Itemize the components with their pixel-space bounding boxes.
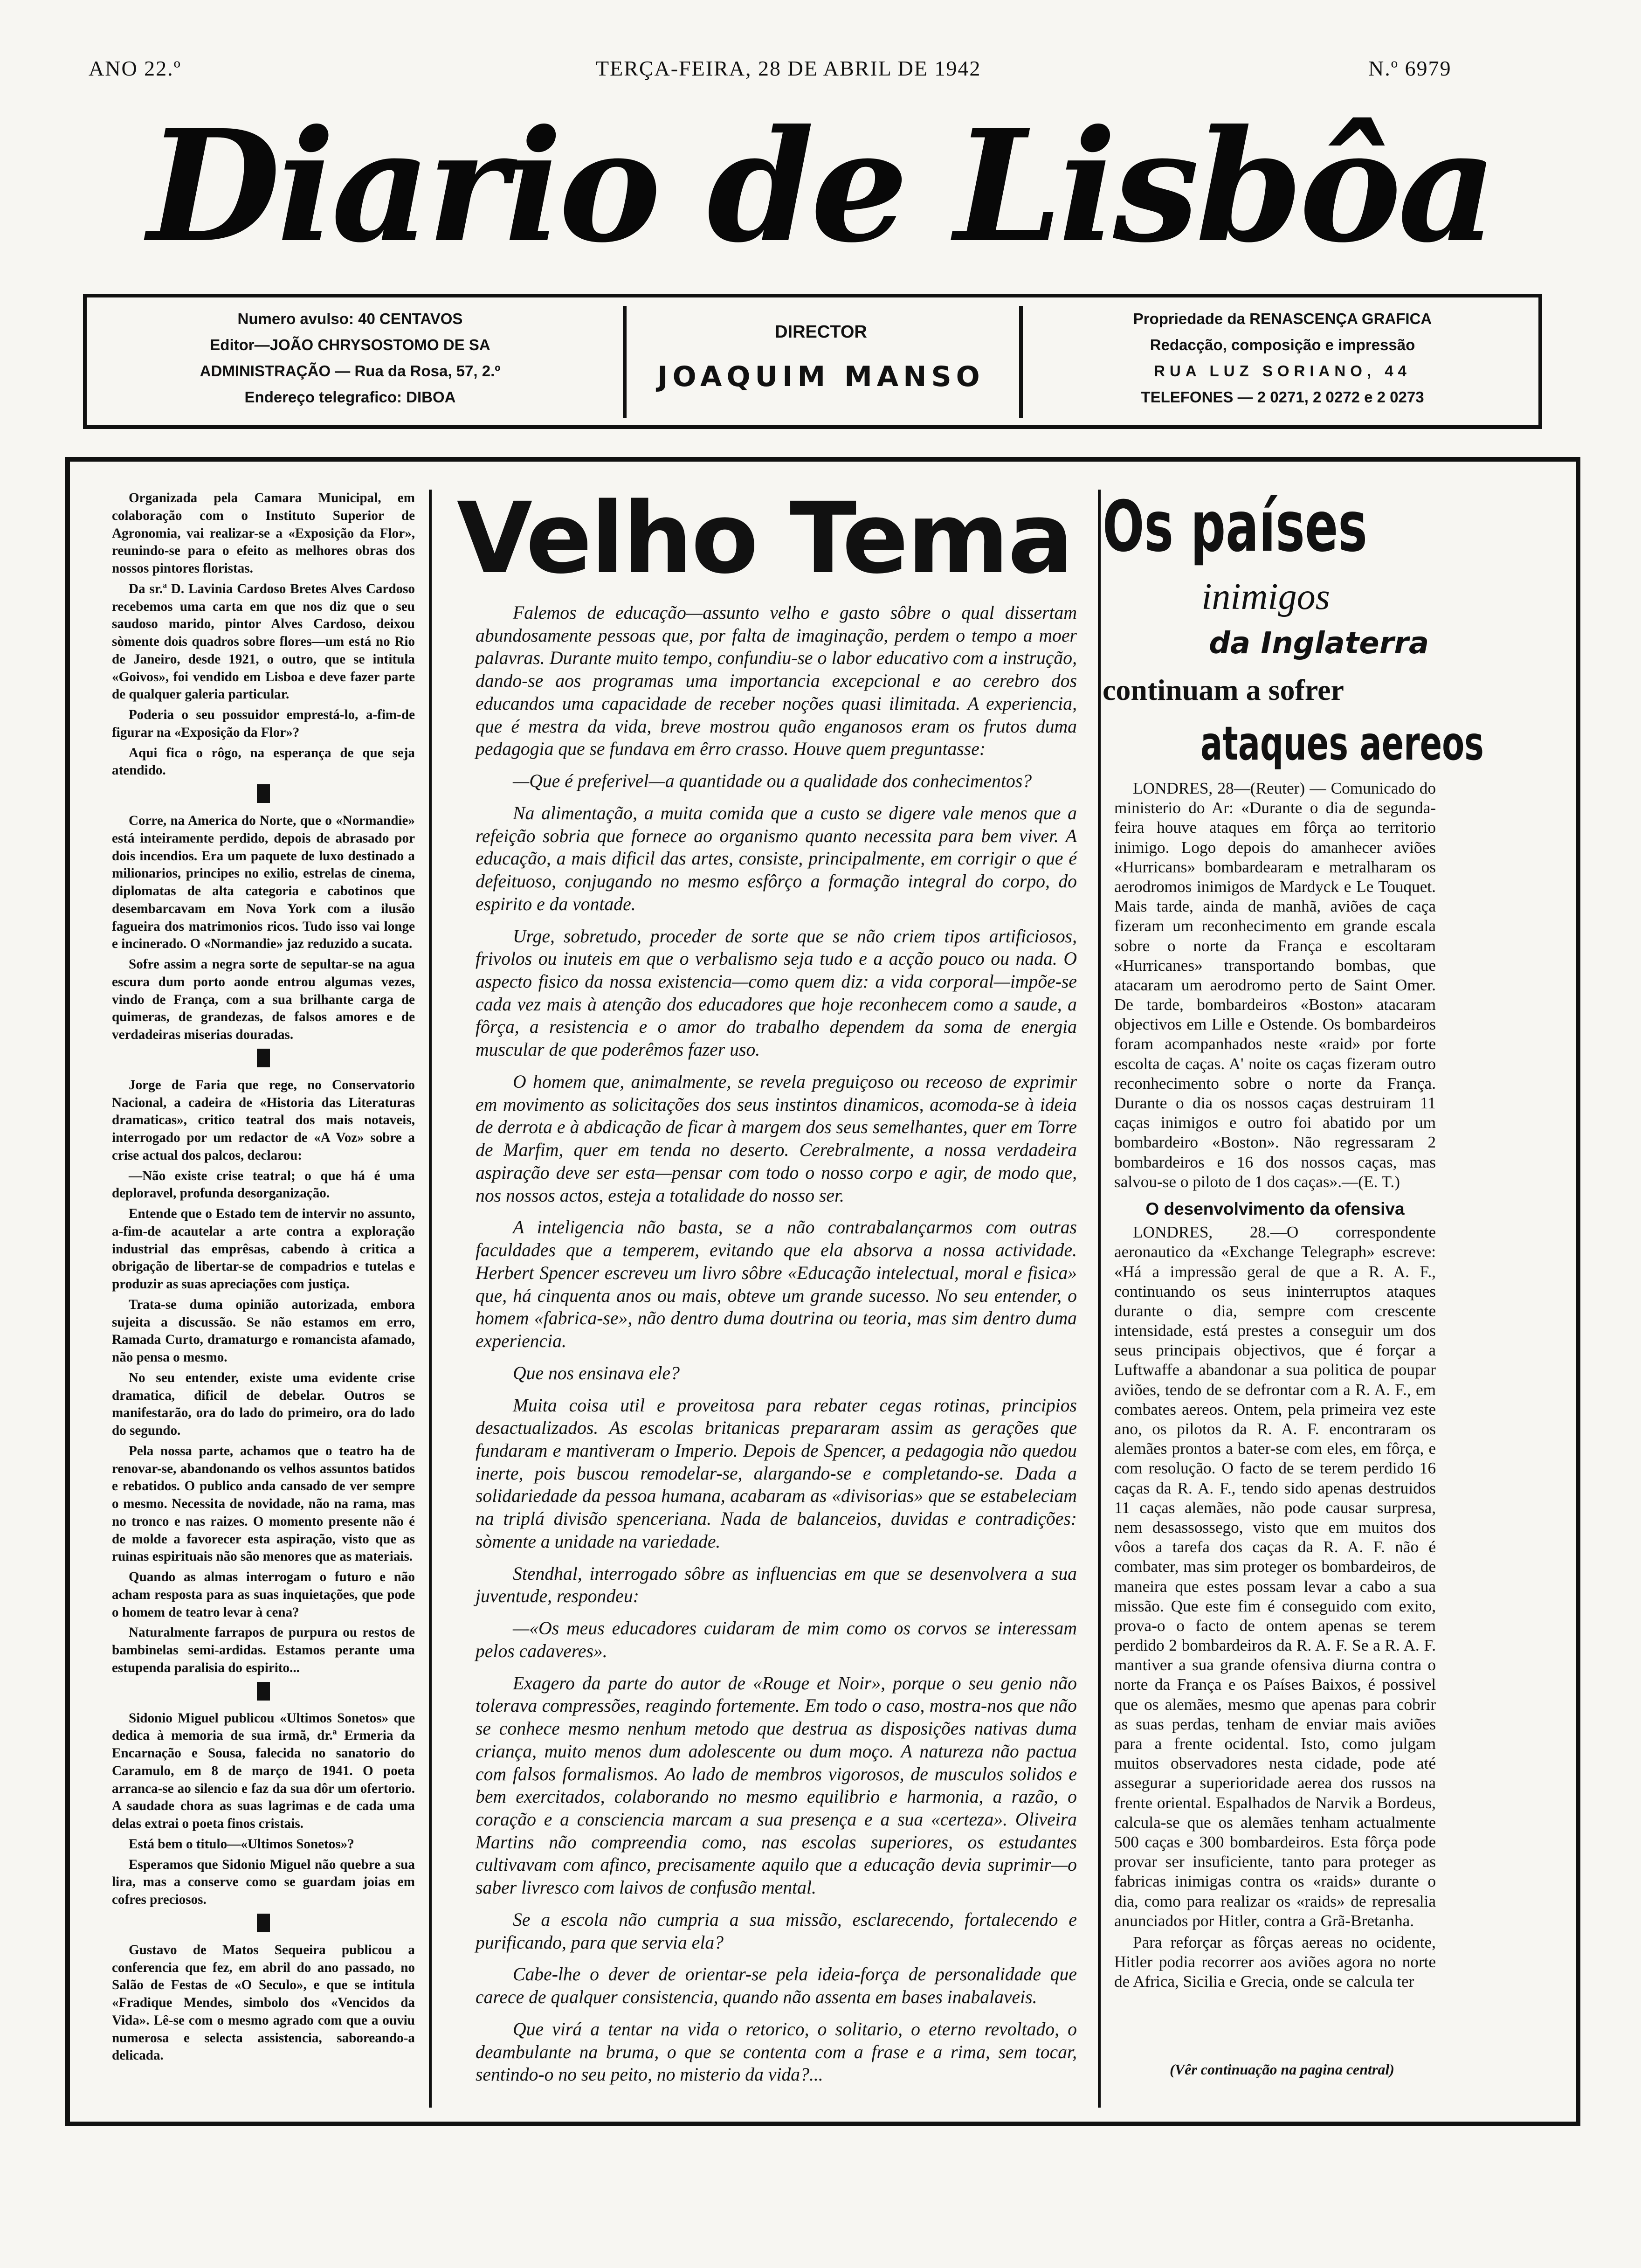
section-separator	[257, 1049, 270, 1067]
article-paragraph: Que virá a tentar na vida o retorico, o solitario, o eterno revoltado, o deambulante na bruma, o que se contenta com a frase e a rima, sem tocar, sentindo-o no seu peito, no misterio da vida?...	[476, 2019, 1077, 2085]
left-paragraph: Está bem o titulo—«Ultimos Sonetos»?	[129, 1836, 354, 1852]
owner-line: Propriedade da RENASCENÇA GRAFICA	[1133, 310, 1432, 327]
continuation-note: (Vêr continuação na pagina central)	[1170, 2061, 1394, 2078]
left-paragraph: Gustavo de Matos Sequeira publicou a conferencia que fez, em abril do ano passado, no Salão de Festas de «O Seculo», e que se intitula «Fradique Mendes, simbolo dos «Vencidos da Vida». Lê-se com o mesmo agrado com que a ouviu numerosa e selecta assistencia, saboreando-a delicada.	[112, 1942, 415, 2063]
article-paragraph: Na alimentação, a muita comida que a custo se digere vale menos que a refeição sobria que fornece ao organismo quanto necessita para bem viver. A educação, a mais dificil das artes, consiste, principalmente, em corrigir o que é defeituoso, conjugando no mesmo esfôrço a formação integral do corpo, do espirito e da vontade.	[476, 802, 1077, 914]
director-label: DIRECTOR	[775, 322, 867, 342]
left-paragraph: Trata-se duma opinião autorizada, embora sujeita a discussão. Se não estamos em erro, Ramada Curto, dramaturgo e romancista afamado, não pensa o mesmo.	[112, 1297, 415, 1365]
column-divider	[1098, 490, 1101, 2108]
left-paragraph: —Não existe crise teatral; o que há é uma deploravel, profunda desorganização.	[112, 1168, 415, 1201]
left-paragraph: Da sr.ª D. Lavinia Cardoso Bretes Alves Cardoso recebemos uma carta em que nos diz que o seu saudoso marido, pintor Alves Cardoso, deixou sòmente dois quadros sobre flores—um está no Rio de Janeiro, desde 1921, o outro, que se intitula «Goivos», foi vendido em Lisboa e deve fazer parte de qualquer galeria particular.	[112, 581, 415, 702]
section-separator	[257, 1914, 270, 1932]
right-column	[1114, 779, 1436, 1993]
divider	[1019, 306, 1023, 418]
left-paragraph: Naturalmente farrapos de purpura ou restos de bambinelas semi-ardidas. Estamos perante uma estupenda paralisia do espirito...	[112, 1625, 415, 1675]
article-paragraph: Stendhal, interrogado sôbre as influencias em que se desenvolvera a sua juventude, respondeu:	[476, 1563, 1077, 1607]
issue-number: N.º 6979	[1368, 56, 1452, 80]
masthead-title: Diario de Lisbôa	[147, 96, 1494, 277]
article-paragraph: Cabe-lhe o dever de orientar-se pela ideia-força de personalidade que carece de qualquer consistencia, quando não assenta em bases inabalaveis.	[476, 1964, 1077, 2008]
editorial-line: Redacção, composição e impressão	[1150, 336, 1415, 353]
left-paragraph: Pela nossa parte, achamos que o teatro ha de renovar-se, abandonando os velhos assuntos batidos e rebatidos. O publico anda cansado de ver sempre o mesmo. Necessita de novidade, não na rama, mas no tronco e nas raizes. O momento presente não é de molde a favorecer esta aspiração, visto que as ruinas espirituais não são menores que as materiais.	[112, 1443, 415, 1564]
column-divider	[429, 490, 432, 2108]
info-left	[91, 306, 609, 410]
article-paragraph: O homem que, animalmente, se revela preguiçoso ou receoso de exprimir em movimento as solicitações dos seus instintos dinamicos, acomoda-se à ideia de derrota e à abdicação de ficar à margem dos seus semelhantes, quer em Torre de Marfim, quer em tenda no deserto. Cerebralmente, a nossa verdadeira aspiração deve ser esta—pensar com todo o nosso corpo e agir, de modo que, nos nossos actos, esteja a totalidade do nosso ser.	[476, 1071, 1077, 1206]
headline-line-5: ataques aereos	[1200, 716, 1484, 771]
right-subhead: O desenvolvimento da ofensiva	[1145, 1199, 1405, 1218]
date-line: TERÇA-FEIRA, 28 DE ABRIL DE 1942	[596, 56, 981, 80]
headline-line-2: inimigos	[1201, 576, 1330, 617]
article-paragraph: Exagero da parte do autor de «Rouge et Noir», porque o seu genio não tolerava compressões, reagindo fortemente. Em todo o caso, mostra-nos que não se conhece mesmo nenhum metodo que destrua as disposições nativas duma criança, muito menos dum adolescente ou dum moço. A natureza não pactua com falsos formalismos. Ao lado de membros vigorosos, de musculos solidos e bem exercitados, colaborando no mesmo equilibrio e harmonia, a razão, o coração e a consciencia marcam a sua presença e a sua «certeza». Oliveira Martins não compreendia como, nas escolas superiores, os estudantes cultivavam com afinco, precisamente aquilo que a educação devia suprimir—o saber livresco com laivos de confusão mental.	[476, 1673, 1077, 1898]
left-paragraph: No seu entender, existe uma evidente crise dramatica, dificil de debelar. Outros se manifestarão, ora do lado do primeiro, ora do lado do segundo.	[112, 1370, 415, 1438]
article-paragraph: A inteligencia não basta, se a não contrabalançarmos com outras faculdades que a temperem, evitando que ela absorva a nossa actividade. Herbert Spencer escreveu um livro sôbre «Educação intelectual, moral e fisica» que, há cinquenta anos ou mais, obteve um grande sucesso. No seu entender, o homem «fabrica-se», não dentro duma doutrina ou teoria, mas sim dentro duma experiencia.	[476, 1217, 1077, 1352]
left-paragraph: Esperamos que Sidonio Miguel não quebre a sua lira, mas a conserve como se guardam joias em cofres preciosos.	[112, 1857, 415, 1907]
article-paragraph: Que nos ensinava ele?	[513, 1362, 680, 1383]
phones-line: TELEFONES — 2 0271, 2 0272 e 2 0273	[1141, 388, 1424, 406]
left-paragraph: Organizada pela Camara Municipal, em colaboração com o Instituto Superior de Agronomia, vai realizar-se a «Exposição da Flor», reunindo-se para o efeito as melhores obras dos nossos pintores floristas.	[112, 491, 415, 576]
left-column	[112, 490, 415, 2067]
section-separator	[257, 784, 270, 803]
headline-line-1: Os países	[1103, 486, 1367, 567]
telegraph-line: Endereço telegrafico: DIBOA	[244, 388, 456, 406]
info-box	[83, 294, 1542, 429]
article-paragraph: —«Os meus educadores cuidaram de mim como os corvos se interessam pelos cadaveres».	[476, 1618, 1077, 1661]
director-name: JOAQUIM MANSO	[657, 360, 985, 393]
address-line: RUA LUZ SORIANO, 44	[1154, 362, 1411, 380]
left-paragraph: Jorge de Faria que rege, no Conservatorio Nacional, a cadeira de «Historia das Literaturas dramaticas», critico teatral dos mais notaveis, interrogado por um redactor de «A Voz» sobre a crise actual dos palcos, declarou:	[112, 1077, 415, 1163]
right-headline	[1103, 485, 1484, 774]
article-paragraph: Urge, sobretudo, proceder de sorte que se não criem tipos artificiosos, frivolos ou inuteis em que o verbalismo seja tudo e a acção pouco ou nada. O aspecto fisico da nossa existencia—como quem diz: a vida corporal—impõe-se cada vez mais à atenção dos educadores que hoje reconhecem como a saude, a fôrça, a resistencia e o amor do trabalho dependem da soma de energia muscular de que poderêmos fazer uso.	[476, 926, 1077, 1060]
left-paragraph: Entende que o Estado tem de intervir no assunto, a-fim-de acautelar a arte contra a exploração industrial das emprêsas, cabendo à critica a obrigação de libertar-se de compadrios e tutelas e produzir as suas apreciações com justiça.	[112, 1206, 415, 1292]
year-label: ANO 22.º	[89, 56, 181, 80]
article-headline: Velho Tema	[456, 481, 1073, 595]
article-paragraph: Muita coisa util e proveitosa para rebater cegas rotinas, principios desactualizados. As escolas britanicas prepararam assim as gerações que fundaram e mantiveram o Imperio. Depois de Spencer, a pedagogia não quedou inerte, pois buscou remodelar-se, alargando-se e completando-se. Dada a solidariedade da pessoa humana, acabaram as «divisorias» que se estabeleciam na triplá divisão spenceriana. Nada de balanceios, duvidas e contradições: sòmente a unidade na variedade.	[476, 1395, 1077, 1552]
headline-line-4: continuam a sofrer	[1103, 673, 1344, 706]
left-paragraph: Sofre assim a negra sorte de sepultar-se na agua escura dum porto aonde entrou algumas vezes, vindo de França, com a sua brilhante carga de quimeras, de grandezas, de falsos amores e de verdadeiras miserias douradas.	[112, 957, 415, 1042]
divider	[623, 306, 627, 418]
left-paragraph: Quando as almas interrogam o futuro e não acham resposta para as suas inquietações, que pode o homem de teatro levar à cena?	[112, 1570, 415, 1620]
center-article	[476, 602, 1077, 2095]
article-paragraph: —Que é preferivel—a quantidade ou a qualidade dos conhecimentos?	[513, 771, 1032, 792]
left-paragraph: Corre, na America do Norte, que o «Normandie» está inteiramente perdido, depois de abrasado por dois incendios. Era um paquete de luxo destinado a milionarios, principes no exilio, estrelas de cinema, diplomatas de alta categoria e cabotinos que desembarcavam em Nova York com a ilusão fagueira dos matrimonios ricos. Tudo isso vai longe e incinerado. O «Normandie» jaz reduzido a sucata.	[112, 813, 415, 952]
info-right	[1028, 306, 1537, 410]
right-paragraph: LONDRES, 28.—O correspondente aeronautico da «Exchange Telegraph» escreve: «Há a impressão geral de que a R. A. F., continuando os seus ininterruptos ataques durante o dia, sempre com crescente intensidade, está prestes a conseguir um dos seus principais objectivos, que é forçar a Luftwaffe a abandonar a sua politica de poupar aviões, tendo de se defrontar com a R. A. F., em combates aereos. Ontem, pela primeira vez este ano, os pilotos da R. A. F. encontraram os alemães prontos a bater-se com eles, em fôrça, e com resolução. O facto de se terem perdido 16 caças da R. A. F., tendo sido apenas destruidos 11 caças alemães, não pode causar surpresa, nem desassossego, visto que em muitos dos vôos a tarefa dos caças da R. A. F. não é combater, mas sim proteger os bombardeiros, de maneira que estes possam levar a cabo a sua missão. Que este fim é conseguido com exito, prova-o o facto de ontem apenas se terem perdido 2 bombardeiros da R. A. F. Se a R. A. F. mantiver a sua grande ofensiva diurna contra o norte da França e os Países Baixos, é possivel que os alemães, mesmo que apenas para cobrir as suas perdas, tenham de enviar mais aviões para a frente ocidental. Isto, como julgam muitos observadores nesta cidade, pode até assegurar a superioridade aerea dos russos na frente oriental. Espalhados de Narvik a Bordeus, calcula-se que os alemães tenham actualmente 500 caças e 300 bombardeiros. Esta fôrça pode provar ser insuficiente, tanto para proteger as fabricas inimigas contra os «raids» durante o dia, como para realizar os «raids» de represalia anunciados por Hitler, contra a Grã-Bretanha.	[1114, 1223, 1436, 1930]
article-paragraph: Se a escola não cumpria a sua missão, esclarecendo, fortalecendo e purificando, para que servia ela?	[476, 1909, 1077, 1953]
headline-line-3: da Inglaterra	[1209, 626, 1429, 661]
left-paragraph: Sidonio Miguel publicou «Ultimos Sonetos» que dedica à memoria de sua irmã, dr.ª Ermeria da Encarnação e Sousa, falecida no sanatorio do Caramulo, em 8 de março de 1941. O poeta arranca-se ao silencio e faz da sua dôr um ofertorio. A saudade chora as suas lagrimas e de cada uma delas extrai o poeta finos cristais.	[112, 1710, 415, 1831]
left-paragraph: Poderia o seu possuidor emprestá-lo, a-fim-de figurar na «Exposição da Flor»?	[112, 707, 415, 740]
section-separator	[257, 1682, 270, 1701]
right-paragraph: Para reforçar as fôrças aereas no ocidente, Hitler podia recorrer aos aviões agora no norte de Africa, Sicilia e Grecia, onde se calcula ter	[1114, 1933, 1436, 1991]
article-paragraph: Falemos de educação—assunto velho e gasto sôbre o qual dissertam abundosamente pessoas que, por falta de imaginação, perdem o tempo a moer palavras. Durante muito tempo, confundiu-se o labor educativo com a instrução, dando-se aos programas uma importancia excepcional e ao cerebro dos educandos uma capacidade de receber noções quasi ilimitada. A experiencia, que é mestra da vida, breve mostrou quão enganosos eram os frutos duma pedagogia que se fundava em êrro crasso. Houve quem preguntasse:	[476, 602, 1077, 760]
info-director	[632, 306, 1010, 393]
left-paragraph: Aqui fica o rôgo, na esperança de que seja atendido.	[112, 745, 415, 778]
administration-line: ADMINISTRAÇÃO — Rua da Rosa, 57, 2.º	[200, 362, 501, 380]
price-line: Numero avulso: 40 CENTAVOS	[237, 310, 463, 327]
right-paragraph: LONDRES, 28—(Reuter) — Comunicado do ministerio do Ar: «Durante o dia de segunda-feira houve ataques em fôrça ao territorio inimigo. Logo depois do amanhecer aviões «Hurricans» bombardearam e metralharam os aerodromos inimigos de Mardyck e Le Touquet. Mais tarde, ainda de manhã, aviões de caça fizeram um reconhecimento em grande escala sobre o norte da França e escoltaram «Hurricanes» transportando bombas, que atacaram um aerodromo perto de Saint Omer. De tarde, bombardeiros «Boston» atacaram objectivos em Lille e Ostende. Os bombardeiros foram acompanhados neste «raid» por forte escolta de caças. A' noite os caças fizeram outro reconhecimento sobre o norte da França. Durante o dia os nossos caças destruiram 11 caças inimigos e outro foi abatido por um bombardeiro «Boston». Não regressaram 2 bombardeiros e 16 dos nossos caças, mas salvou-se o piloto de 1 dos caças».—(E. T.)	[1114, 779, 1436, 1191]
editor-line: Editor—JOÃO CHRYSOSTOMO DE SA	[210, 336, 490, 353]
